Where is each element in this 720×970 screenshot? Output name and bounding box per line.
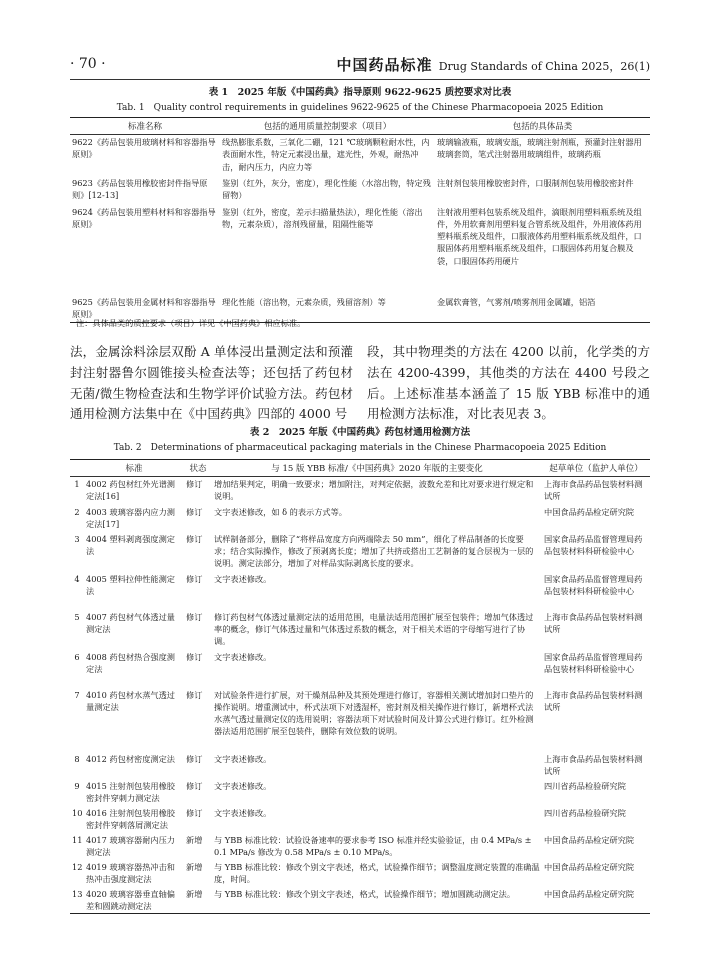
table-cell: 玻璃输液瓶，玻璃安瓿，玻璃注射剂瓶，预灌封注射器用玻璃套筒，笔式注射器用玻璃组件，玻璃药瓶: [437, 137, 642, 160]
table-cell: 新增: [186, 834, 203, 845]
table1-header-row: [70, 118, 650, 135]
table-cell: 修订: [186, 611, 203, 622]
table-cell: 鉴别（红外，灰分，密度），理化性能（水溶出物，特定残留物）: [222, 177, 431, 200]
table-row: [70, 650, 650, 688]
table-row: [70, 176, 650, 205]
row-number: 8: [74, 753, 80, 764]
table-row: [70, 505, 650, 532]
row-number: 2: [74, 506, 80, 517]
table-cell: 9624《药品包装用塑料材料和容器指导原则》: [72, 206, 216, 229]
table-cell: 上海市食品药品包装材料测试所: [544, 689, 643, 712]
row-number: 7: [74, 689, 80, 700]
table-row: [70, 688, 650, 752]
table-row: [70, 860, 650, 887]
row-number: 6: [74, 651, 80, 662]
body-text-left: 法，金属涂料涂层双酚 A 单体浸出量测定法和预灌封注射器鲁尔圆锥接头检查法等；还包括了药包材无菌/微生物检查法和生物学评价试验方法。药包材通用检测方法集中在《中国药典》四部的 4000 号: [70, 344, 353, 422]
table-cell: 修订: [186, 753, 203, 764]
table1-caption-cn: 表 1 2025 年版《中国药典》指导原则 9622-9625 质控要求对比表: [208, 87, 512, 98]
row-number: 4: [74, 573, 80, 584]
table-row: [70, 135, 650, 176]
table2-col-index: [70, 460, 84, 477]
table-cell: 9625《药品包装用金属材料和容器指导原则》: [72, 296, 216, 319]
table-cell: 文字表述修改。: [214, 651, 272, 662]
table-cell: 4003 玻璃容器内应力测定法[17]: [86, 506, 175, 529]
table-cell: 文字表述修改。: [214, 753, 272, 764]
table-cell: 4005 塑料拉伸性能测定法: [86, 573, 175, 596]
table-row: [70, 833, 650, 860]
table-cell: 修订: [186, 651, 203, 662]
table-cell: 4010 药包材水蒸气透过量测定法: [86, 689, 175, 712]
table-cell: 4019 玻璃容器热冲击和热冲击强度测定法: [86, 861, 175, 884]
table-cell: 中国食品药品检定研究院: [544, 834, 635, 845]
table-cell: 与 YBB 标准比较：试验设备速率的要求参考 ISO 标准并经实验验证，由 0.4 MPa/s ± 0.1 MPa/s 修改为 0.58 MPa/s ± 0.10 MPa/s。: [214, 834, 532, 857]
table-row: [70, 806, 650, 833]
table2-header-row: [70, 460, 650, 477]
table-cell: 金属软膏管，气雾剂/喷雾剂用金属罐，铝箔: [437, 296, 596, 307]
table-cell: 修订: [186, 807, 203, 818]
table-cell: 增加结果判定，明确一致要求；增加附注，对判定依据，波数允差和比对要求进行规定和说明。: [214, 479, 534, 502]
table-row: [70, 477, 650, 505]
header-rule: [70, 79, 650, 80]
table-cell: 中国食品药品检定研究院: [544, 861, 635, 872]
row-number: 11: [72, 834, 83, 845]
table2-caption-en: Tab. 2 Determinations of pharmaceutical packaging materials in the Chinese Pharmacopoeia 2025 Edition: [113, 443, 607, 453]
table-cell: 修订: [186, 506, 203, 517]
table-cell: 修订: [186, 479, 203, 489]
table2-caption-cn: 表 2 2025 年版《中国药典》药包材通用检测方法: [249, 427, 471, 438]
table-cell: 四川省药品检验研究院: [544, 780, 626, 791]
table-cell: 中国食品药品检定研究院: [544, 506, 635, 517]
table-cell: 文字表述修改，如 δ 的表示方式等。: [214, 506, 347, 517]
table-cell: 修订: [186, 533, 203, 544]
table-cell: 新增: [186, 861, 203, 872]
table-cell: 修订: [186, 689, 203, 700]
table-cell: 鉴别（红外，密度，差示扫描量热法），理化性能（溶出物，元素杂质），溶剂残留量，阻隔性能等: [222, 206, 423, 229]
table-cell: 四川省药品检验研究院: [544, 807, 626, 818]
table1-col-requirements: 包括的通用质量控制要求（项目）: [220, 118, 435, 135]
row-number: 12: [72, 861, 83, 872]
table-row: [70, 610, 650, 650]
table-cell: 与 YBB 标准比较：修改个别文字表述，格式，试验操作细节；调整温度测定装置的准确温度，时间。: [214, 861, 540, 884]
row-number: 3: [74, 533, 80, 544]
table1-caption-en: Tab. 1 Quality control requirements in guidelines 9622-9625 of the Chinese Pharmacopoeia 2025 Edition: [116, 103, 604, 113]
table-cell: 新增: [186, 888, 203, 899]
row-number: 13: [72, 888, 83, 899]
table-row: [70, 887, 650, 914]
table-cell: 对试验条件进行扩展，对干燥剂品种及其预处理进行修订，容器相关测试增加封口垫片的操作说明。增重测试中，杯式法项下对透湿杯，密封剂及相关操作进行修订，新增杯式法水蒸气透过量测定仪的选用说明；容器法项下对试验时间及计算公式进行修订。红外检测器法适用范围扩展至包装件，删除有效位数的说明。: [214, 689, 534, 737]
table-cell: 上海市食品药品包装材料测试所: [544, 753, 643, 776]
table-cell: 文字表述修改。: [214, 807, 272, 818]
table1-col-categories: 包括的具体品类: [435, 118, 650, 135]
table-cell: 4015 注射剂包装用橡胶密封件穿刺力测定法: [86, 780, 175, 803]
table-cell: 中国食品药品检定研究院: [544, 888, 635, 899]
table-cell: 4004 塑料剥离强度测定法: [86, 533, 175, 556]
table-cell: 4008 药包材热合强度测定法: [86, 651, 175, 674]
table1-note: 注：具体品类的质控要求（项目）详见《中国药典》相应标准。: [76, 318, 306, 328]
table-row: [70, 532, 650, 572]
table-cell: 4002 药包材红外光谱测定法[16]: [86, 479, 175, 502]
table-row: [70, 779, 650, 806]
table-cell: 注射液用塑料包装系统及组件，滴眼剂用塑料瓶系统及组件，外用软膏剂用塑料复合管系统及组件，外用液体药用塑料瓶系统及组件，口服液体药用塑料瓶系统及组件，口服固体药用塑料瓶系统及组件，口服固体药用复合膜及袋，口服固体药用硬片: [437, 206, 642, 266]
row-number: 1: [74, 479, 80, 489]
table-cell: 修订: [186, 780, 203, 791]
table-cell: 4016 注射剂包装用橡胶密封件穿刺落屑测定法: [86, 807, 175, 830]
journal-title-cn: 中国药品标准: [336, 56, 433, 74]
table-cell: 4020 玻璃容器垂直轴偏差和圆跳动测定法: [86, 888, 175, 911]
table-cell: 国家食品药品监督管理局药品包装材料科研检验中心: [544, 651, 643, 674]
table-cell: 国家食品药品监督管理局药品包装材料科研检验中心: [544, 573, 643, 596]
journal-title-en: Drug Standards of China 2025，26(1): [438, 60, 650, 73]
table-cell: 4012 药包材密度测定法: [86, 753, 175, 764]
table-cell: 修订: [186, 573, 203, 584]
table-cell: 国家食品药品监督管理局药品包装材料科研检验中心: [544, 533, 643, 556]
table-cell: 文字表述修改。: [214, 780, 272, 791]
table-cell: 文字表述修改。: [214, 573, 272, 584]
row-number: 10: [72, 807, 83, 818]
table-cell: 线热膨胀系数，三氧化二硼，121 ℃玻璃颗粒耐水性，内表面耐水性，特定元素浸出量，遮光性，外观，耐热冲击，耐内压力，内应力等: [222, 137, 430, 172]
table-cell: 4007 药包材气体透过量测定法: [86, 611, 175, 634]
table1-col-standard: 标准名称: [70, 118, 220, 135]
row-number: 5: [74, 611, 80, 622]
table-cell: 上海市食品药品包装材料测试所: [544, 479, 643, 502]
table2: [70, 459, 650, 914]
journal-title: [336, 54, 650, 75]
running-head: [70, 56, 650, 78]
table2-col-status: 状态: [184, 460, 212, 477]
table2-col-changes: 与 15 版 YBB 标准/《中国药典》2020 年版的主要变化: [212, 460, 542, 477]
table-cell: 4017 玻璃容器耐内压力测定法: [86, 834, 175, 857]
table-row: [70, 572, 650, 610]
table-row: [70, 205, 650, 295]
table-cell: 修订药包材气体透过量测定法的适用范围，电量法适用范围扩展至包装件；增加气体透过率的概念，修订气体透过量和气体透过系数的概念，对于相关术语的字母缩写进行了协调。: [214, 611, 534, 647]
table-cell: 注射剂包装用橡胶密封件，口服制剂包装用橡胶密封件: [437, 177, 634, 188]
table-row: [70, 752, 650, 779]
table-cell: 试样制备部分，删除了“将样品宽度方向两端除去 50 mm”，细化了样品制备的长度要求；结合实际操作，修改了预剥离长度；增加了共挤或搭出工艺制备的复合层视为一层的说明。测定法部分，增加了对样品实际剥离长度的要求。: [214, 533, 534, 569]
table1: [70, 117, 650, 323]
table-cell: 上海市食品药品包装材料测试所: [544, 611, 643, 634]
table2-col-drafter: 起草单位（监护人单位）: [542, 460, 650, 477]
table-cell: 与 YBB 标准比较：修改个别文字表述，格式，试验操作细节；增加圆跳动测定法。: [214, 888, 516, 899]
body-text-right: 段，其中物理类的方法在 4200 以前，化学类的方法在 4200-4399，其他类的方法在 4400 号段之后。上述标准基本涵盖了 15 版 YBB 标准中的通用检测方法标准，对比表见表 3。: [367, 344, 650, 422]
row-number: 9: [74, 780, 80, 791]
page-number: · 70 ·: [70, 56, 106, 72]
table-cell: 9623《药品包装用橡胶密封件指导原则》[12-13]: [72, 177, 208, 200]
table2-col-standard: 标准: [84, 460, 184, 477]
table-cell: 理化性能（溶出物，元素杂质，残留溶剂）等: [222, 296, 386, 307]
table-cell: 9622《药品包装用玻璃材料和容器指导原则》: [72, 137, 216, 160]
